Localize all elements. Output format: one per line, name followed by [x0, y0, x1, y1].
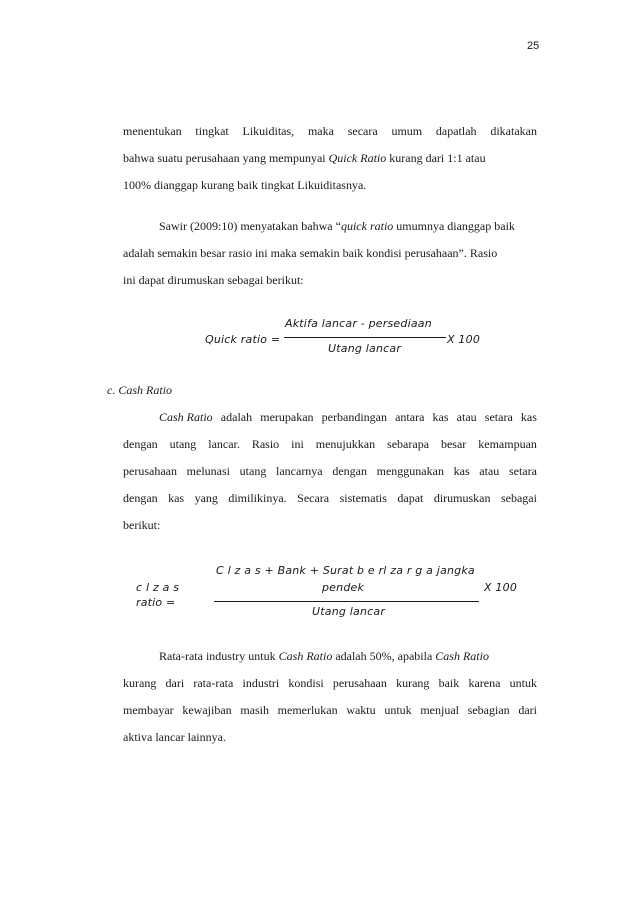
- text-run: bahwa suatu perusahaan yang mempunyai: [123, 151, 329, 165]
- paragraph-2-line-1: [159, 219, 515, 233]
- paragraph-1-line-2: [123, 151, 486, 165]
- word: perusahaan: [123, 464, 177, 478]
- page-number: 25: [527, 40, 540, 52]
- text-run: Rata-rata industry untuk: [159, 649, 279, 663]
- word: antara: [395, 410, 425, 424]
- word: utang: [169, 437, 197, 451]
- cash-ratio-multiplier: X 100: [484, 581, 518, 594]
- cash-ratio-lhs-line-1: c l z a s: [136, 581, 180, 594]
- quick-ratio-lhs: Quick ratio =: [205, 333, 281, 346]
- word: dari: [165, 676, 185, 690]
- word: besar: [440, 437, 467, 451]
- cash-ratio-lhs-line-2: ratio =: [136, 596, 176, 609]
- word: secara: [347, 124, 378, 138]
- paragraph-4-line-2: [123, 676, 537, 690]
- word: utang: [239, 464, 267, 478]
- word: sebagian: [467, 703, 510, 717]
- word: dapatlah: [435, 124, 477, 138]
- word: industri: [242, 676, 280, 690]
- text-run: kurang dari 1:1 atau: [386, 151, 486, 165]
- word: untuk: [509, 676, 537, 690]
- term-quick-ratio: quick ratio: [340, 219, 394, 233]
- quick-ratio-numerator: Aktifa lancar - persediaan: [285, 317, 432, 330]
- word: sebagai: [500, 491, 537, 505]
- word: kondisi: [288, 676, 324, 690]
- word: dirumuskan: [433, 491, 491, 505]
- word: kurang: [123, 676, 157, 690]
- word: rata-rata: [193, 676, 234, 690]
- term-cash-ratio: Cash Ratio: [278, 649, 333, 663]
- paragraph-1-line-3: 100% dianggap kurang baik tingkat Likuiditasnya.: [123, 178, 367, 192]
- paragraph-3-line-4: [123, 491, 537, 505]
- word: merupakan: [260, 410, 314, 424]
- word: menjual: [420, 703, 459, 717]
- word: sistematis: [339, 491, 387, 505]
- cash-ratio-fraction-bar: [214, 601, 479, 602]
- text-run: Sawir (2009:10) menyatakan bahwa “: [159, 219, 341, 233]
- word: menggunakan: [376, 464, 444, 478]
- word: kas: [520, 410, 537, 424]
- term-cash-ratio: Cash Ratio: [159, 410, 213, 424]
- word: setara: [508, 464, 537, 478]
- quick-ratio-multiplier: X 100: [447, 333, 481, 346]
- word: kas: [168, 491, 185, 505]
- word: atau: [479, 464, 500, 478]
- word: umum: [391, 124, 423, 138]
- word: kas: [432, 410, 449, 424]
- word: dengan: [332, 464, 367, 478]
- paragraph-3-line-5: berikut:: [123, 518, 161, 532]
- text-run: umumnya dianggap baik: [393, 219, 515, 233]
- term-cash-ratio: Cash Ratio: [435, 649, 489, 663]
- word: Likuiditas,: [242, 124, 295, 138]
- paragraph-4-line-3: [123, 703, 537, 717]
- paragraph-3-line-3: [123, 464, 537, 478]
- word: dengan: [123, 437, 158, 451]
- word: kurang: [396, 676, 430, 690]
- word: sebarapa: [387, 437, 430, 451]
- word: memerlukan: [277, 703, 338, 717]
- paragraph-3-line-2: [123, 437, 537, 451]
- word: setara: [484, 410, 513, 424]
- word: atau: [456, 410, 477, 424]
- word: baik: [438, 676, 460, 690]
- word: menujukkan: [315, 437, 376, 451]
- word: Rasio: [251, 437, 280, 451]
- word: membayar: [123, 703, 174, 717]
- word: Secara: [297, 491, 330, 505]
- section-heading-cash-ratio: [107, 383, 172, 397]
- word: dari: [518, 703, 537, 717]
- word: dimilikinya.: [228, 491, 287, 505]
- quick-ratio-fraction-bar: [284, 337, 446, 338]
- word: adalah: [220, 410, 253, 424]
- word: untuk: [384, 703, 412, 717]
- cash-ratio-denominator: Utang lancar: [312, 605, 386, 618]
- quick-ratio-denominator: Utang lancar: [328, 342, 402, 355]
- word: dengan: [123, 491, 158, 505]
- paragraph-1-line-1: [123, 124, 537, 138]
- paragraph-3-line-1: [159, 410, 537, 424]
- paragraph-4-line-4: aktiva lancar lainnya.: [123, 730, 226, 744]
- word: maka: [307, 124, 334, 138]
- word: kemampuan: [478, 437, 537, 451]
- word: kewajiban: [182, 703, 232, 717]
- word: lancarnya: [276, 464, 323, 478]
- word: kas: [453, 464, 470, 478]
- word: tingkat: [195, 124, 229, 138]
- word: perusahaan: [332, 676, 387, 690]
- cash-ratio-numerator-line-1: C l z a s + Bank + Surat b e rl za r g a jangka: [216, 564, 475, 577]
- paragraph-4-line-1: [159, 649, 489, 663]
- term-quick-ratio: Quick Ratio: [328, 151, 387, 165]
- word: ini: [291, 437, 304, 451]
- cash-ratio-numerator-line-2: pendek: [322, 581, 365, 594]
- word: dikatakan: [490, 124, 537, 138]
- word: lancar.: [208, 437, 240, 451]
- word: menentukan: [123, 124, 182, 138]
- word: waktu: [346, 703, 376, 717]
- section-title: c. Cash Ratio: [107, 383, 172, 397]
- word: melunasi: [186, 464, 230, 478]
- paragraph-2-line-2: adalah semakin besar rasio ini maka semakin baik kondisi perusahaan”. Rasio: [123, 246, 498, 260]
- word: masih: [240, 703, 269, 717]
- word: perbandingan: [321, 410, 387, 424]
- word: yang: [194, 491, 218, 505]
- word: dapat: [397, 491, 424, 505]
- paragraph-2-line-3: ini dapat dirumuskan sebagai berikut:: [123, 273, 304, 287]
- word: karena: [468, 676, 501, 690]
- text-run: adalah 50%, apabila: [332, 649, 436, 663]
